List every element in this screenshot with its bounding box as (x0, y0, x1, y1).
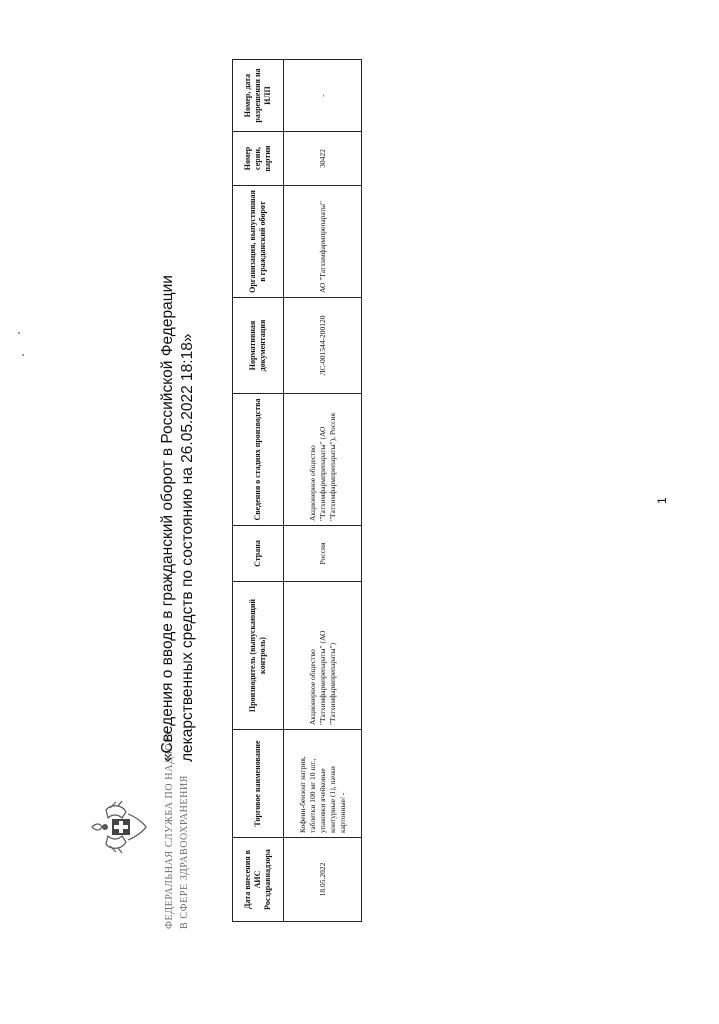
header-production-stages: Сведения о стадиях производства (233, 394, 284, 526)
agency-line-2: В СФЕРЕ ЗДРАВООХРАНЕНИЯ (179, 774, 190, 929)
header-date: Дата внесения в АИС Росздравнадзора (233, 838, 284, 922)
cell-production-stages: Акционерное общество "Татхимфармпрепараты" (АО "Татхимфармпрепараты"), Россия (284, 394, 362, 526)
cell-batch: 30422 (284, 132, 362, 186)
header-batch: Номер серии, партии (233, 132, 284, 186)
header-organization: Организация, выпустившая в гражданский оборот (233, 186, 284, 298)
table-header-row (233, 60, 284, 922)
document-title: «Сведения о вводе в гражданский оборот в Российской Федерации лекарственных средств по состоянию на 26.05.2022 18:18» (159, 275, 196, 762)
header-normative-doc: Нормативная документация (233, 298, 284, 394)
agency-line-1: ФЕДЕРАЛЬНАЯ СЛУЖБА ПО НАДЗОРУ (164, 729, 175, 929)
page-number: 1 (655, 497, 669, 504)
cell-permit: - (284, 60, 362, 132)
header-permit: Номер, дата разрешения на ИЛП (233, 60, 284, 132)
cell-trade-name: Кофеин-бензоат натрия, таблетки 100 мг 10 шт., упаковки ячейковые контурные (1), пачки картонные/ - (284, 730, 362, 838)
scan-artifact (22, 354, 24, 356)
cell-date: 18.05.2022 (284, 838, 362, 922)
cell-normative-doc: ЛС-001544-200120 (284, 298, 362, 394)
registry-table (232, 59, 362, 922)
header-trade-name: Торговое наименование (233, 730, 284, 838)
header-manufacturer: Производитель (выпускающий контроль) (233, 582, 284, 730)
cell-country: Россия (284, 526, 362, 582)
scan-artifact (18, 332, 20, 334)
header-country: Страна (233, 526, 284, 582)
cell-manufacturer: Акционерное общество "Татхимфармпрепараты" (АО "Татхимфармпрепараты") (284, 582, 362, 730)
table-row (284, 60, 362, 922)
roszdravnadzor-emblem-icon (88, 800, 150, 854)
cell-organization: АО "Татхимфармпрепараты" (284, 186, 362, 298)
